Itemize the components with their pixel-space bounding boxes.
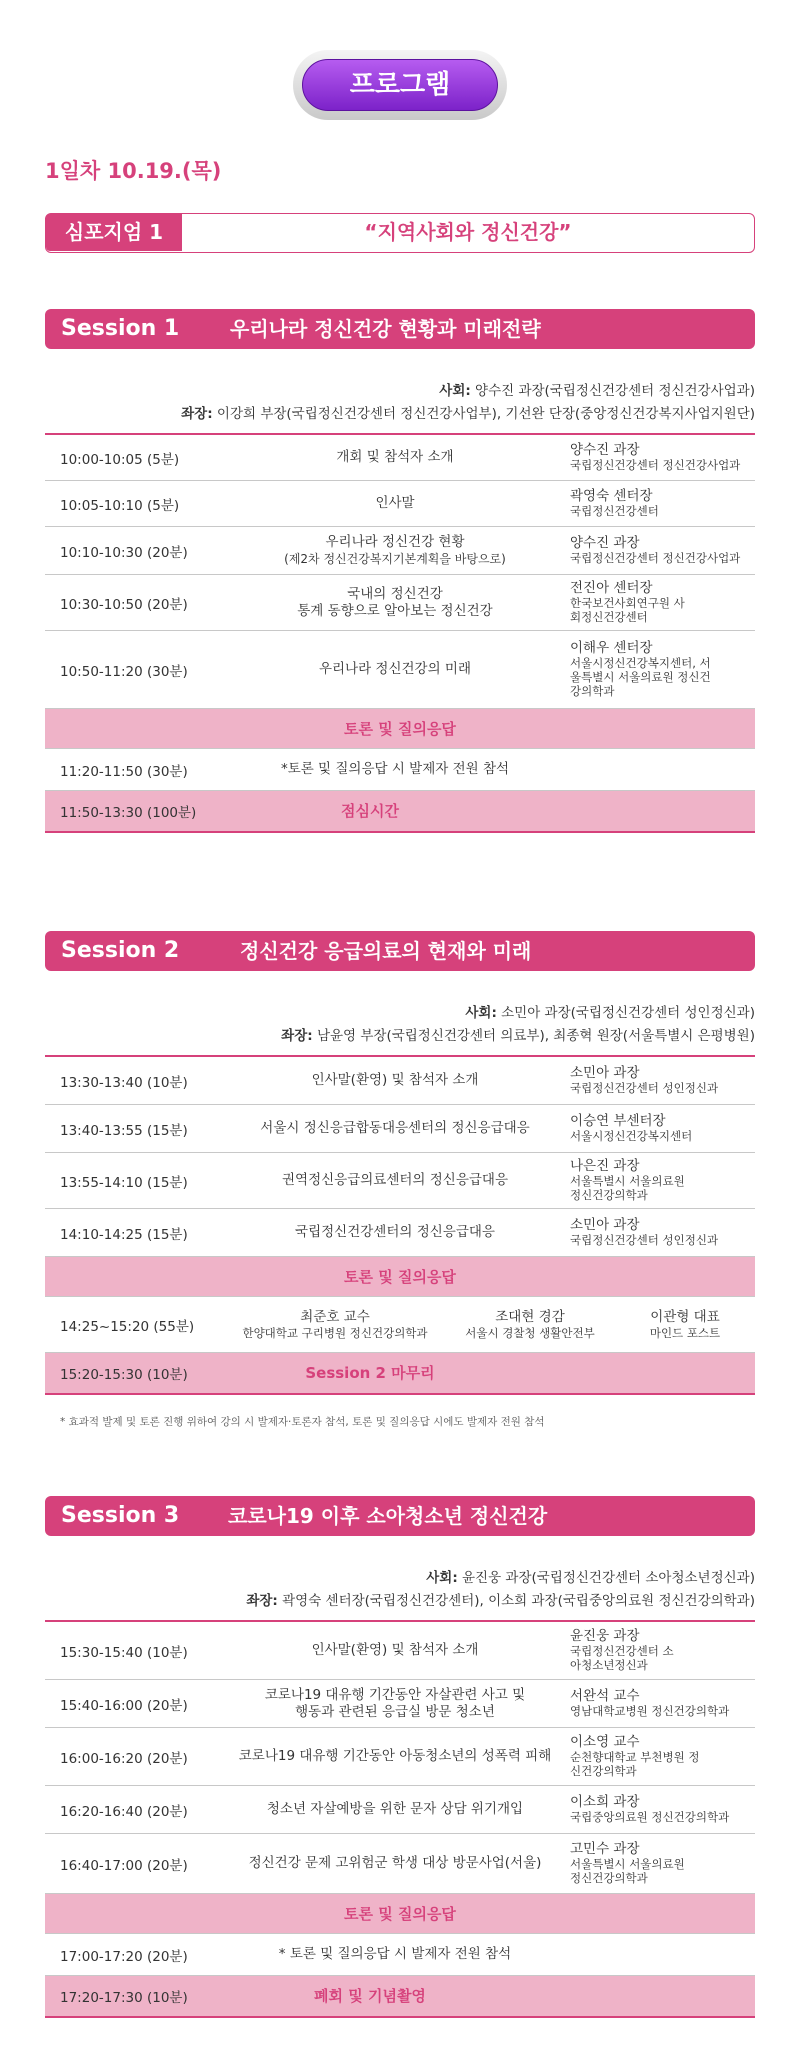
- table-row: 10:50-11:20 (30분) 우리나라 정신건강의 미래 이해우 센터장 서울시정신건강복지센터, 서울특별시 서울의료원 정신건강의학과: [45, 631, 755, 709]
- table-row: 11:20-11:50 (30분) *토론 및 질의응답 시 발제자 전원 참석: [45, 749, 755, 791]
- table-row: 13:30-13:40 (10분) 인사말(환영) 및 참석자 소개 소민아 과장 국립정신건강센터 성인정신과: [45, 1057, 755, 1105]
- session-1-bar: [45, 309, 755, 349]
- table-row: 16:00-16:20 (20분) 코로나19 대유행 기간동안 아동청소년의 성폭력 피해 이소영 교수 순천향대학교 부천병원 정신건강의학과: [45, 1728, 755, 1786]
- table-row: 10:05-10:10 (5분) 인사말 곽영숙 센터장 국립정신건강센터: [45, 481, 755, 527]
- table-row: 10:30-10:50 (20분) 국내의 정신건강 통계 동향으로 알아보는 정신건강 전진아 센터장 한국보건사회연구원 사회정신건강센터: [45, 575, 755, 631]
- symposium-title: “지역사회와 정신건강”: [364, 220, 572, 244]
- qa-row: 토론 및 질의응답: [45, 1257, 755, 1297]
- program-badge: [293, 50, 507, 120]
- moderator: 사회: 윤진웅 과장(국립정신건강센터 소아청소년정신과): [426, 1570, 755, 1586]
- session-3-table: [45, 1620, 755, 2018]
- table-row: 13:55-14:10 (15분) 권역정신응급의료센터의 정신응급대응 나은진 과장 서울특별시 서울의료원 정신건강의학과: [45, 1153, 755, 1209]
- footnote: * 효과적 발제 및 토론 진행 위하여 강의 시 발제자·토론자 참석, 토론 및 질의응답 시에도 발제자 전원 참석: [60, 1416, 545, 1428]
- moderator: 사회: 소민아 과장(국립정신건강센터 성인정신과): [465, 1005, 755, 1021]
- session-number: Session 1: [61, 316, 180, 341]
- qa-row: 토론 및 질의응답: [45, 1894, 755, 1934]
- table-row: 15:40-16:00 (20분) 코로나19 대유행 기간동안 자살관련 사고 및 행동과 관련된 응급실 방문 청소년 서완석 교수 영남대학교병원 정신건강의학과: [45, 1680, 755, 1728]
- panelist: 최준호 교수 한양대학교 구리병원 정신건강의학과: [242, 1308, 428, 1340]
- session-title: 정신건강 응급의료의 현재와 미래: [240, 939, 532, 963]
- session-title: 코로나19 이후 소아청소년 정신건강: [228, 1504, 548, 1528]
- chair: 좌장: 곽영숙 센터장(국립정신건강센터), 이소희 과장(국립중앙의료원 정신건강의학과): [246, 1593, 755, 1609]
- symposium-tag: 심포지엄 1: [46, 214, 182, 251]
- day-label: 1일차 10.19.(목): [45, 159, 222, 183]
- symposium-header: [45, 213, 755, 253]
- session-number: Session 2: [61, 938, 180, 963]
- session-number: Session 3: [61, 1503, 180, 1528]
- chair: 좌장: 남윤영 부장(국립정신건강센터 의료부), 최종혁 원장(서울특별시 은평병원): [281, 1028, 755, 1044]
- table-row: 15:30-15:40 (10분) 인사말(환영) 및 참석자 소개 윤진웅 과장 국립정신건강센터 소아청소년정신과: [45, 1622, 755, 1680]
- program-button: 프로그램: [302, 59, 498, 111]
- panel-row: 14:25~15:20 (55분) 최준호 교수 한양대학교 구리병원 정신건강의학과 조대현 경감 서울시 경찰청 생활안전부 이관형 대표 마인드 포스트: [45, 1297, 755, 1353]
- panelist: 이관형 대표 마인드 포스트: [649, 1308, 721, 1340]
- closing-row: 17:20-17:30 (10분) 폐회 및 기념촬영: [45, 1976, 755, 2016]
- table-row: 16:20-16:40 (20분) 청소년 자살예방을 위한 문자 상담 위기개입 이소희 과장 국립중앙의료원 정신건강의학과: [45, 1786, 755, 1834]
- session-2-bar: [45, 931, 755, 971]
- lunch-row: 11:50-13:30 (100분) 점심시간: [45, 791, 755, 831]
- session-2-table: [45, 1055, 755, 1395]
- table-row: 10:10-10:30 (20분) 우리나라 정신건강 현황 (제2차 정신건강복지기본계획을 바탕으로) 양수진 과장 국립정신건강센터 정신건강사업과: [45, 527, 755, 575]
- table-row: 17:00-17:20 (20분) * 토론 및 질의응답 시 발제자 전원 참석: [45, 1934, 755, 1976]
- table-row: 16:40-17:00 (20분) 정신건강 문제 고위험군 학생 대상 방문사업(서울) 고민수 과장 서울특별시 서울의료원 정신건강의학과: [45, 1834, 755, 1894]
- chair: 좌장: 이강희 부장(국립정신건강센터 정신건강사업부), 기선완 단장(중앙정신건강복지사업지원단): [181, 406, 755, 422]
- table-row: 13:40-13:55 (15분) 서울시 정신응급합동대응센터의 정신응급대응 이승연 부센터장 서울시정신건강복지센터: [45, 1105, 755, 1153]
- session-title: 우리나라 정신건강 현황과 미래전략: [230, 317, 541, 341]
- session-3-bar: [45, 1496, 755, 1536]
- panelist: 조대현 경감 서울시 경찰청 생활안전부: [465, 1308, 595, 1340]
- qa-row: 토론 및 질의응답: [45, 709, 755, 749]
- table-row: 14:10-14:25 (15분) 국립정신건강센터의 정신응급대응 소민아 과장 국립정신건강센터 성인정신과: [45, 1209, 755, 1257]
- table-row: 10:00-10:05 (5분) 개회 및 참석자 소개 양수진 과장 국립정신건강센터 정신건강사업과: [45, 435, 755, 481]
- session-1-table: [45, 433, 755, 833]
- closing-row: 15:20-15:30 (10분) Session 2 마무리: [45, 1353, 755, 1393]
- moderator: 사회: 양수진 과장(국립정신건강센터 정신건강사업과): [439, 383, 755, 399]
